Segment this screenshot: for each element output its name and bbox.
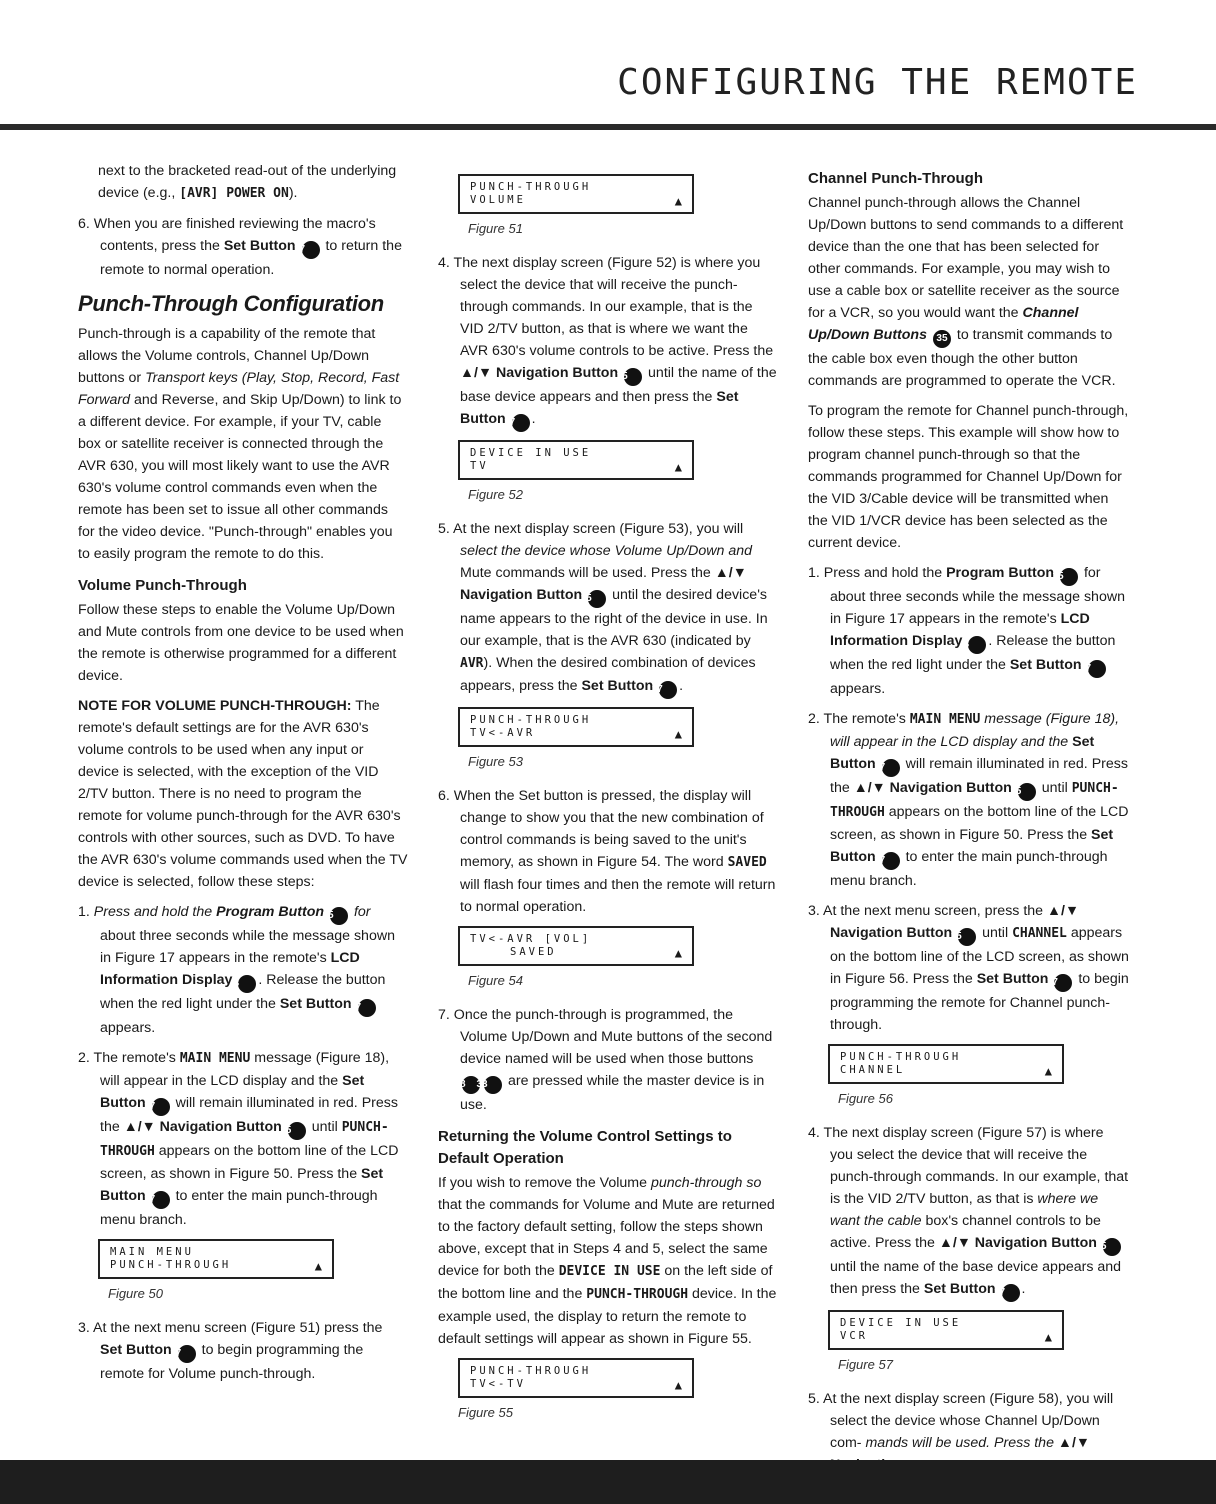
figure-caption: Figure 57 — [838, 1357, 893, 1372]
set-button-ref-icon: 17 — [358, 999, 376, 1017]
header-rule — [0, 124, 1216, 130]
lcd-display-ref-icon: 3 — [238, 975, 256, 993]
set-button-ref-icon: 17 — [178, 1345, 196, 1363]
set-button-ref-icon: 17 — [1002, 1284, 1020, 1302]
step-3: 3. At the next menu screen, press the ▲/▼ Navigation Button 15 until CHANNEL appears on the bottom line of the LCD screen, as shown in Figure 56. Press the Set Button 17 to begin programming the remote for Channel punch-through. — [808, 903, 1129, 1033]
up-arrow-icon: ▲ — [674, 727, 682, 741]
program-button-ref-icon: 25 — [1060, 568, 1078, 586]
lcd-figure-55: PUNCH-THROUGH TV<-TV ▲ — [458, 1358, 694, 1398]
figure-caption: Figure 55 — [458, 1405, 513, 1420]
navigation-button-ref-icon: 15 — [288, 1122, 306, 1140]
navigation-button-ref-icon: 15 — [958, 928, 976, 946]
program-paragraph: To program the remote for Channel punch-through, follow these steps. This example will show how to program channel punch-through so that the commands programmed for Channel Up/Down for the VID 3/Cable device will be transmitted when the VID 1/VCR device has been selected as the current device. — [808, 403, 1129, 551]
up-arrow-icon: ▲ — [1044, 1064, 1052, 1078]
step-1: 1. Press and hold the Program Button 25 for about three seconds while the message shown in Figure 17 appears in the remote's LCD Information Display 3 . Release the button when the red light under the Set Button 17 appears. — [78, 904, 395, 1036]
set-button-ref-icon: 17 — [1054, 974, 1072, 992]
up-arrow-icon: ▲ — [674, 194, 682, 208]
navigation-button-ref-icon: 15 — [624, 368, 642, 386]
continuation-paragraph: next to the bracketed read-out of the underlying device (e.g., [AVR] POWER ON). — [98, 163, 397, 201]
step-6: 6. When you are finished reviewing the macro's contents, press the Set Button 17 to return the remote to normal operation. — [78, 216, 402, 278]
set-button-ref-icon: 17 — [152, 1098, 170, 1116]
set-button-ref-icon: 17 — [882, 759, 900, 777]
column-2 — [438, 160, 778, 1436]
navigation-button-ref-icon: 15 — [1103, 1238, 1121, 1256]
step-2: 2. The remote's MAIN MENU message (Figure 18), will appear in the LCD display and the Set Button 17 will remain illuminated in red. Press the ▲/▼ Navigation Button 15 until PUNCH-THROUGH appears on the bottom line of the LCD screen, as shown in Figure 50. Press the Set Button 17 to enter the main punch-through menu branch. — [808, 711, 1129, 889]
step-6: 6. When the Set button is pressed, the display will change to show you that the new combination of control commands is being saved to the unit's memory, as shown in Figure 54. The word SAVED will flash four times and then the remote will return to normal operation. — [438, 788, 776, 915]
step-7: 7. Once the punch-through is programmed, the Volume Up/Down and Mute buttons of the second device named will be used when those buttons 18 33 are pressed while the master device is in use. — [438, 1007, 773, 1113]
lcd-figure-51: PUNCH-THROUGH VOLUME ▲ — [458, 174, 694, 214]
lcd-figure-56: PUNCH-THROUGH CHANNEL ▲ — [828, 1044, 1064, 1084]
figure-caption: Figure 56 — [838, 1091, 893, 1106]
step-1: 1. Press and hold the Program Button 25 for about three seconds while the message shown in Figure 17 appears in the remote's LCD Information Display 3 . Release the button when the red light under the Set Button 17 appears. — [808, 565, 1125, 697]
figure-caption: Figure 50 — [108, 1286, 163, 1301]
lcd-display-ref-icon: 3 — [968, 636, 986, 654]
figure-caption: Figure 52 — [468, 487, 523, 502]
navigation-button-ref-icon: 15 — [1018, 783, 1036, 801]
up-arrow-icon: ▲ — [1044, 1330, 1052, 1344]
up-arrow-icon: ▲ — [674, 946, 682, 960]
step-4: 4. The next display screen (Figure 57) is where you select the device that will receive the punch-through commands. In our example, that is the VID 2/TV button, as that is where we want the cable box's channel controls to be active. Press the ▲/▼ Navigation Button 15 until the name of the base device appears and then press the Set Button 17 . — [808, 1122, 1130, 1302]
lcd-figure-50: MAIN MENU PUNCH-THROUGH ▲ — [98, 1239, 334, 1279]
intro-paragraph: Punch-through is a capability of the remote that allows the Volume controls, Channel Up/Down buttons or Transport keys (Play, Stop, Record, Fast Forward and Reverse, and Skip Up/Down) to link to a different device. For example, if your TV, cable box or satellite receiver is connected through the AVR 630, you will most likely want to use the AVR 630's volume control commands even when the remote has been set to issue all other commands for the video device. "Punch-through" enables you to easily program the remote to do this. — [78, 326, 402, 562]
up-arrow-icon: ▲ — [674, 1378, 682, 1392]
program-button-ref-icon: 25 — [330, 907, 348, 925]
channel-button-ref-icon: 35 — [933, 330, 951, 348]
figure-caption: Figure 51 — [468, 221, 523, 236]
subheading-returning: Returning the Volume Control Settings to Default Operation — [438, 1128, 732, 1167]
returning-paragraph: If you wish to remove the Volume punch-through so that the commands for Volume and Mute are returned to the factory default setting, follow the steps shown above, except that in Steps 4 and 5, select the same device for both the DEVICE IN USE on the left side of the bottom line and the PUNCH-THROUGH device. In the example used, the display to return the remote to default settings will appear as shown in Figure 55. — [438, 1175, 777, 1347]
step-4: 4. The next display screen (Figure 52) is where you select the device that will receive the punch-through commands. In our example, that is the VID 2/TV button, as that is where we want the AVR 630's volume controls to be active. Press the ▲/▼ Navigation Button 15 until the name of the base device appears and then press the Set Button 17 . — [438, 252, 778, 432]
lcd-figure-57: DEVICE IN USE VCR ▲ — [828, 1310, 1064, 1350]
channel-paragraph: Channel punch-through allows the Channel Up/Down buttons to send commands to a different device than the one that has been selected for other commands. For example, you may wish to use a cable box or satellite receiver as the source for a VCR, so you would want the Channel Up/Down Buttons 35 to transmit commands to the cable box even though the other button commands are programmed to operate the VCR. — [808, 195, 1124, 389]
volume-paragraph: Follow these steps to enable the Volume Up/Down and Mute controls from one device to be used when the remote is otherwise programmed for a different device. — [78, 602, 404, 684]
subheading-channel: Channel Punch-Through — [808, 170, 983, 187]
lcd-figure-52: DEVICE IN USE TV ▲ — [458, 440, 694, 480]
page-header-title: CONFIGURING THE REMOTE — [617, 62, 1138, 103]
navigation-button-ref-icon: 15 — [588, 590, 606, 608]
step-3: 3. At the next menu screen (Figure 51) press the Set Button 17 to begin programming the remote for Volume punch-through. — [78, 1320, 383, 1382]
set-button-ref-icon: 17 — [302, 241, 320, 259]
set-button-ref-icon: 17 — [512, 414, 530, 432]
figure-caption: Figure 54 — [468, 973, 523, 988]
set-button-ref-icon: 17 — [659, 681, 677, 699]
mute-button-ref-icon: 33 — [484, 1076, 502, 1094]
volume-button-ref-icon: 18 — [462, 1076, 480, 1094]
section-heading: Punch-Through Configuration — [78, 291, 384, 316]
up-arrow-icon: ▲ — [314, 1259, 322, 1273]
column-3 — [808, 160, 1130, 1484]
step-5: 5. At the next display screen (Figure 53), you will select the device whose Volume Up/Down and Mute commands will be used. Press the ▲/▼ Navigation Button 15 until the desired device's name appears to the right of the device in use. In our example, that is the AVR 630 (indicated by AVR). When the desired combination of devices appears, press the Set Button 17 . — [438, 518, 778, 699]
lcd-figure-53: PUNCH-THROUGH TV<-AVR ▲ — [458, 707, 694, 747]
note-paragraph: NOTE FOR VOLUME PUNCH-THROUGH: The remote's default settings are for the AVR 630's volume controls to be used when any input or device is selected, with the exception of the VID 2/TV button. There is no need to program the remote for volume punch-through for the AVR 630's controls with other sources, such as DVD. To have the AVR 630's volume commands used when the TV device is selected, follow these steps: — [78, 698, 408, 890]
up-arrow-icon: ▲ — [674, 460, 682, 474]
footer-bar — [0, 1460, 1216, 1504]
step-5: 5. At the next display screen (Figure 58), you will select the device whose Channel Up/Down com- mands will be used. Press the ▲/▼ — [808, 1391, 1114, 1451]
figure-caption: Figure 53 — [468, 754, 523, 769]
column-1 — [78, 160, 408, 1393]
set-button-ref-icon: 17 — [152, 1191, 170, 1209]
set-button-ref-icon: 17 — [882, 852, 900, 870]
set-button-ref-icon: 17 — [1088, 660, 1106, 678]
step-2: 2. The remote's MAIN MENU message (Figure 18), will appear in the LCD display and the Set Button 17 will remain illuminated in red. Press the ▲/▼ Navigation Button 15 until PUNCH-THROUGH appears on the bottom line of the LCD screen, as shown in Figure 50. Press the Set Button 17 to enter the main punch-through menu branch. — [78, 1050, 399, 1228]
lcd-figure-54: TV<-AVR [VOL] SAVED ▲ — [458, 926, 694, 966]
subheading-volume: Volume Punch-Through — [78, 577, 247, 594]
